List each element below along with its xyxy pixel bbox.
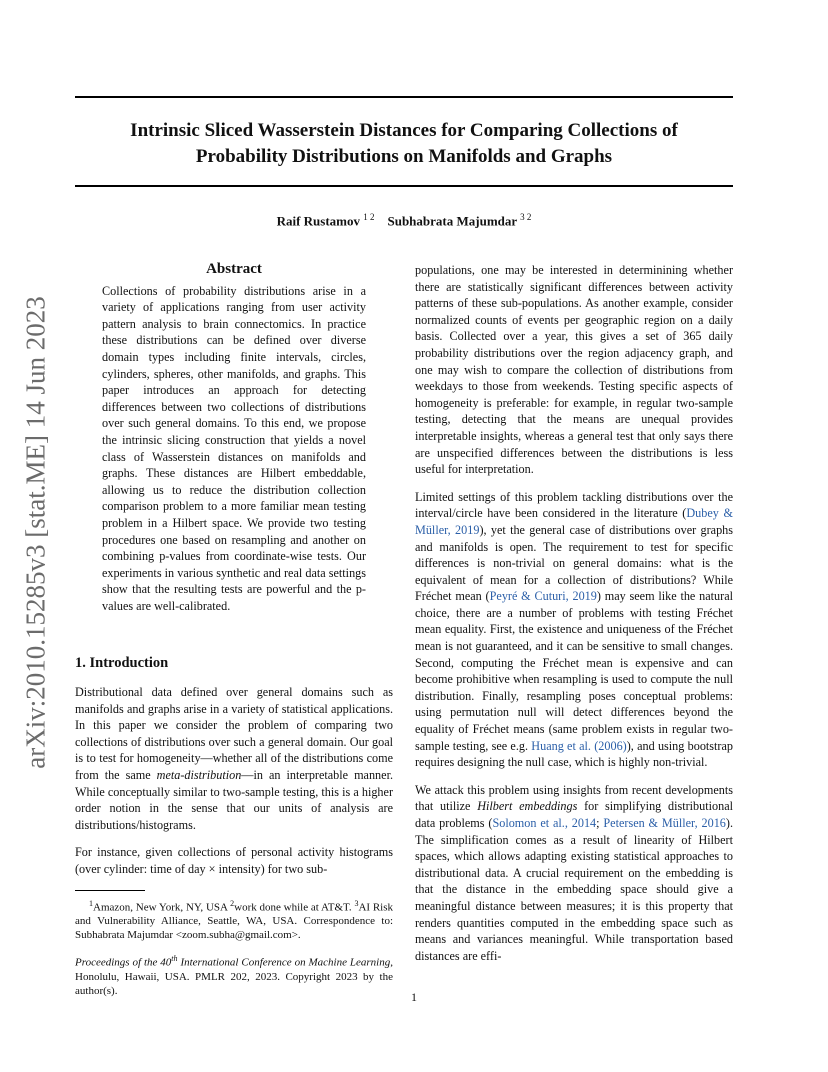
emphasis: Hilbert embeddings	[477, 799, 578, 814]
abstract-text: Collections of probability distributions arise in a variety of applications ranging from user activity pattern analysis to brain connectomics. In practice these distributions can be defined over diverse domain types including finite intervals, circles, cylinders, spheres, other manifolds, and graphs. This paper introduces an approach for detecting differences between two collections of distributions over such general domains. To this end, we propose the intrinsic slicing construction that yields a novel class of Wasserstein distances on manifolds and graphs. These distances are Hilbert embeddable, allowing us to reduce the distribution collection comparison problem to a more familiar mean testing problem in a Hilbert space. We provide two testing procedures one based on resampling and another on combining p-values from coordinate-wise tests. Our experiments in various synthetic and real data settings show that the resulting tests are powerful and the p-values are well-calibrated.	[102, 283, 366, 613]
author-name: Raif Rustamov	[276, 213, 360, 229]
emphasis: meta-distribution	[156, 768, 242, 783]
citation-link[interactable]: Petersen & Müller, 2016	[603, 816, 726, 830]
paragraph: We attack this problem using insights from recent developments that utilize Hilbert embeddings for simplifying distributional data problems (Solomon et al., 2014; Petersen & Müller, 2016). The simplification comes as a result of linearity of Hilbert spaces, which allows adapting existing statistical approaches to distributional data. A crucial requirement on the embedding is that the distance in the embedding space should give a meaningful distance between measures; it is this property that renders quantities computed in the embedding space such as means and variances meaningful. While transportation based distances are effi-	[415, 782, 733, 963]
page-number: 1	[411, 990, 417, 1004]
footnotes	[75, 897, 393, 998]
arxiv-side-label	[12, 292, 60, 772]
title-bottom-rule	[75, 185, 733, 187]
author-affiliation-marks: 1 2	[363, 212, 375, 222]
left-column	[75, 261, 393, 1008]
author-name: Subhabrata Majumdar	[387, 213, 517, 229]
citation-link[interactable]: Huang et al. (2006)	[531, 738, 627, 753]
affiliation-footnote: $^1$Amazon, New York, NY, USA $^2$work done while at AT&T. $^3$AI Risk and Vulnerability Alliance, Seattle, WA, USA. Correspondence to: Subhabrata Majumdar <zoom.subha@gmail.com>.	[75, 898, 393, 942]
abstract-block	[75, 283, 393, 615]
proceedings-note: Proceedings of the 40th International Conference on Machine Learning, Honolulu, Hawaii, USA. PMLR 202, 2023. Copyright 2023 by the author(s).	[75, 954, 393, 997]
author-affiliation-marks: 3 2	[520, 212, 532, 222]
citation-link[interactable]: Solomon et al., 2014	[492, 816, 597, 830]
top-rule	[75, 96, 733, 98]
title-line-2: Probability Distributions on Manifolds and Graphs	[195, 146, 613, 167]
citation-link[interactable]: Dubey & Müller, 2019	[415, 506, 733, 537]
paragraph: populations, one may be interested in determinining whether there are statistically significant differences between activity patterns of these sub-populations. As another example, consider normalized counts of events per geographic region on a daily basis. Collected over a year, this gives a set of 365 daily probability distributions over the region adjacency graph, and one may wish to compare the collection of distributions from weekdays to those from weekends. Testing specific aspects of homogeneity is preferable: for example, in regular two-sample testing, detecting that the means are unequal provides interpretable insights, whereas a general test that only says there are unspecified differences between the distributions is less useful for interpretation.	[415, 263, 733, 477]
abstract-heading: Abstract	[206, 261, 262, 277]
paper-title	[75, 118, 733, 170]
paragraph: Limited settings of this problem tackling distributions over the interval/circle have been considered in the literature (Dubey & Müller, 2019), yet the general case of distributions over graphs and manifolds is open. The requirement to test for specific differences is non-trivial on general domains: what is the equivalent of mean for a collection of distributions? While Fréchet mean (Peyré & Cuturi, 2019) may seem like the natural choice, there are a number of problems with testing Fréchet mean equality. First, the existence and uniqueness of the Fréchet mean is not guaranteed, and it can be sensitive to small changes. Second, computing the Fréchet mean is expensive and can become prohibitive when resampling is used to compute the null distribution. Finally, resampling poses conceptual problems: using permutation null will detect differences beyond the equality of Fréchet means (same problem exists in regular two-sample testing, see e.g. Huang et al. (2006)), and using bootstrap requires designing the null case, which is highly non-trivial.	[415, 489, 733, 770]
citation-link[interactable]: Peyré & Cuturi, 2019	[489, 589, 597, 604]
right-column	[415, 262, 733, 975]
paragraph: For instance, given collections of personal activity histograms (over cylinder: time of day × intensity) for two sub-	[75, 845, 393, 876]
section-heading-introduction: 1. Introduction	[75, 655, 169, 672]
footnote-rule	[75, 890, 145, 891]
author-list	[75, 212, 733, 229]
arxiv-identifier: arXiv:2010.15285v3 [stat.ME] 14 Jun 2023	[20, 295, 51, 769]
title-line-1: Intrinsic Sliced Wasserstein Distances for Comparing Collections of	[130, 120, 678, 141]
paragraph: Distributional data defined over general domains such as manifolds and graphs arise in a variety of statistical applications. In this paper we consider the problem of comparing two collections of distributions over such a general domain. Our goal is to test for homogeneity—whether all of the distributions come from the same meta-distribution—in an interpretable manner. While conceptually similar to two-sample testing, this is a higher order notion in the sense that our units of analysis are distributions/histograms.	[75, 685, 393, 832]
